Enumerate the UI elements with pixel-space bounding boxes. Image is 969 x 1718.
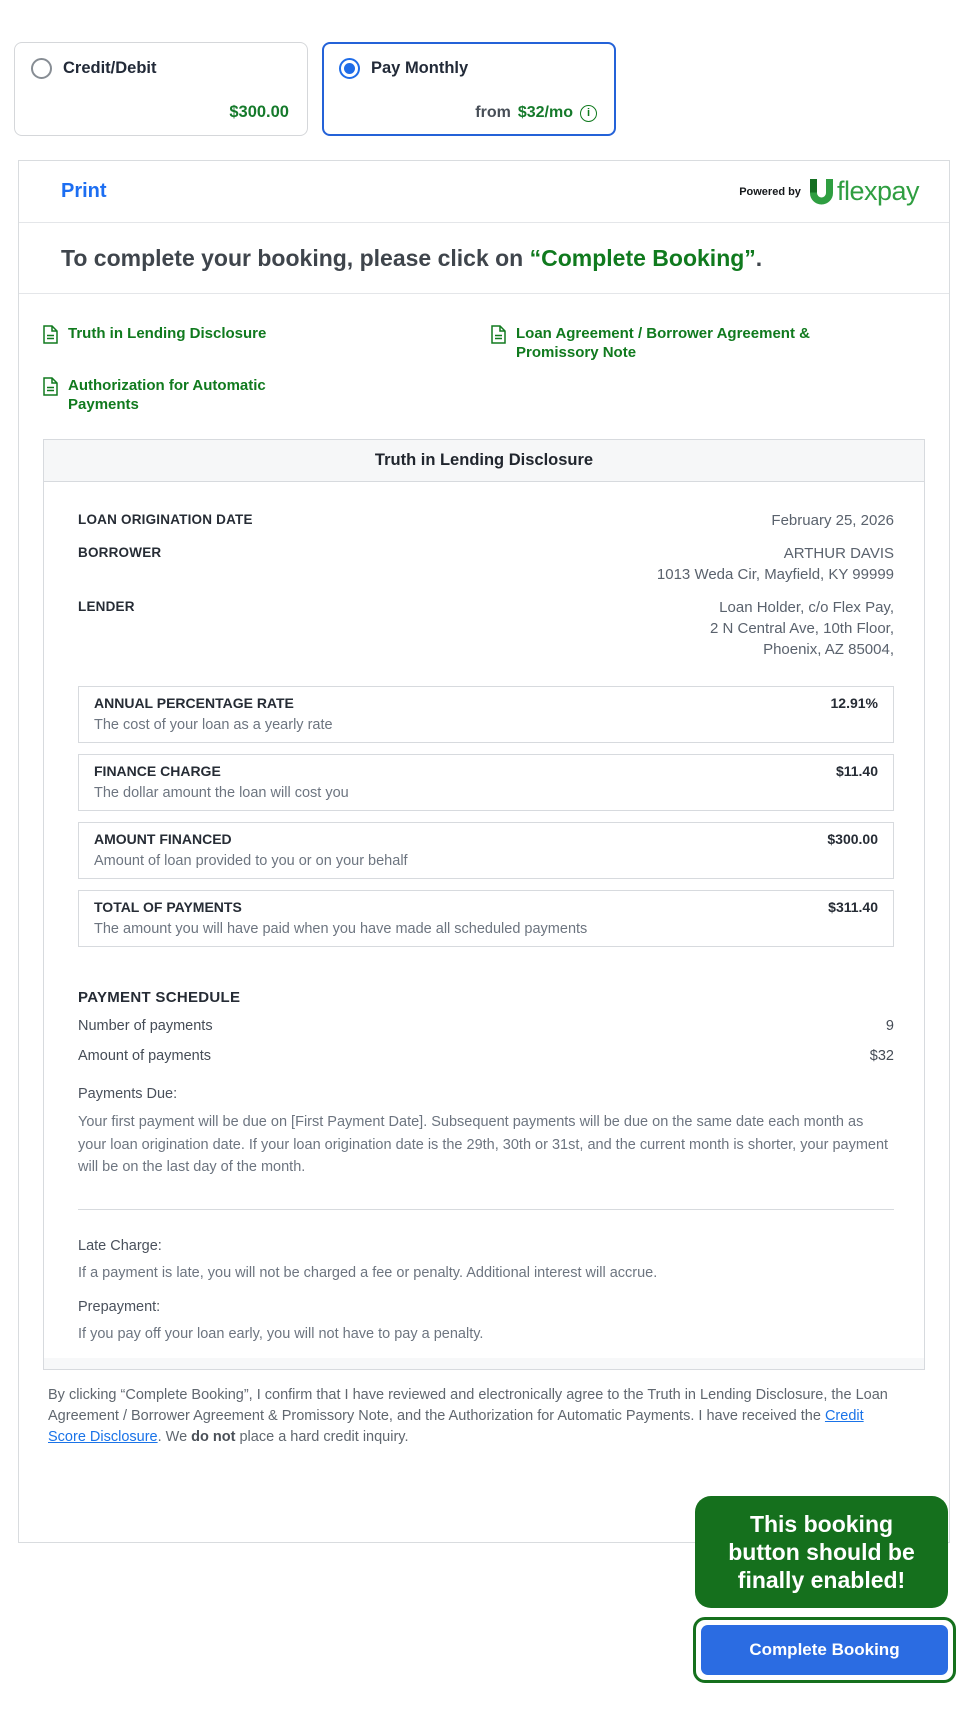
loan-origination-row xyxy=(78,510,894,531)
tooltip-line: finally enabled! xyxy=(737,1567,906,1593)
powered-by-label: Powered by xyxy=(739,185,801,198)
borrower-row xyxy=(78,543,894,585)
flexpay-wordmark: flexpay xyxy=(836,176,919,206)
credit-debit-price: $300.00 xyxy=(229,103,289,121)
amount-financed-description: Amount of loan provided to you or on your behalf xyxy=(94,853,408,869)
lender-row xyxy=(78,597,894,660)
apr-box xyxy=(78,686,894,743)
radio-unchecked-icon[interactable] xyxy=(31,58,52,79)
finance-charge-label: FINANCE CHARGE xyxy=(94,763,221,779)
payment-options-row xyxy=(14,42,616,136)
amount-financed-label: AMOUNT FINANCED xyxy=(94,831,232,847)
lender-value xyxy=(710,597,894,660)
lender-address-line1: 2 N Central Ave, 10th Floor, xyxy=(710,620,894,637)
consent-bold-text: do not xyxy=(191,1429,236,1445)
amount-of-payments-label: Amount of payments xyxy=(78,1048,211,1064)
booking-instruction xyxy=(19,223,949,294)
consent-text-part3: place a hard credit inquiry. xyxy=(235,1429,409,1445)
complete-booking-highlight: “Complete Booking” xyxy=(529,245,756,271)
disclosure-body xyxy=(44,482,924,1346)
lender-label: LENDER xyxy=(78,599,135,614)
lender-name: Loan Holder, c/o Flex Pay, xyxy=(719,599,894,616)
document-icon xyxy=(43,377,58,396)
amount-financed-value: $300.00 xyxy=(827,831,878,847)
number-of-payments-value: 9 xyxy=(885,1018,894,1034)
flexpay-logo xyxy=(810,176,919,207)
late-charge-label: Late Charge: xyxy=(78,1237,162,1254)
prepayment-label: Prepayment: xyxy=(78,1299,161,1315)
loan-origination-value: February 25, 2026 xyxy=(771,512,894,529)
document-icon xyxy=(491,325,506,344)
credit-debit-label: Credit/Debit xyxy=(63,59,157,77)
amount-of-payments-value: $32 xyxy=(869,1048,894,1064)
borrower-value xyxy=(657,543,894,585)
late-charge-text: If a payment is late, you will not be charged a fee or penalty. Additional interest will accrue. xyxy=(78,1264,658,1281)
doc-link-truth-in-lending[interactable] xyxy=(43,324,373,362)
flexpay-u-icon xyxy=(810,178,833,206)
document-icon xyxy=(43,325,58,344)
complete-booking-highlight-outline xyxy=(693,1617,956,1683)
tooltip-line: This booking xyxy=(749,1511,894,1537)
complete-booking-button[interactable]: Complete Booking xyxy=(701,1625,948,1675)
borrower-name: ARTHUR DAVIS xyxy=(783,545,894,562)
doc-link-label: Loan Agreement / Borrower Agreement & Promissory Note xyxy=(516,325,810,361)
apr-label: ANNUAL PERCENTAGE RATE xyxy=(94,695,294,711)
apr-description: The cost of your loan as a yearly rate xyxy=(94,717,333,733)
disclosure-panel[interactable] xyxy=(43,439,925,1370)
total-of-payments-box xyxy=(78,890,894,947)
payment-schedule-title: PAYMENT SCHEDULE xyxy=(78,989,241,1006)
panel-bottom-strip xyxy=(44,1358,924,1369)
consent-text-part1: By clicking “Complete Booking”, I confirm that I have reviewed and electronically agree to the Truth in Lending Disclosure, the Loan Agreement / Borrower Agreement & Promissory Note, and the Authorization for Automatic Payments. I have received the xyxy=(48,1387,888,1424)
checkout-panel xyxy=(18,160,950,1543)
lender-address-line2: Phoenix, AZ 85004, xyxy=(763,641,894,658)
consent-text-part2: . We xyxy=(157,1429,192,1445)
amount-of-payments-row xyxy=(78,1046,894,1066)
disclosure-title: Truth in Lending Disclosure xyxy=(44,440,924,482)
prepayment-text: If you pay off your loan early, you will not have to pay a penalty. xyxy=(78,1326,484,1342)
doc-link-loan-agreement[interactable] xyxy=(491,324,821,362)
total-of-payments-value: $311.40 xyxy=(828,899,878,915)
credit-debit-option-card[interactable] xyxy=(14,42,308,136)
section-divider xyxy=(78,1209,894,1210)
pay-monthly-label: Pay Monthly xyxy=(371,59,469,77)
info-icon[interactable]: i xyxy=(580,105,597,122)
finance-charge-value: $11.40 xyxy=(835,763,878,779)
pay-monthly-price: $32/mo xyxy=(517,104,573,121)
booking-tooltip xyxy=(695,1496,948,1608)
loan-origination-label: LOAN ORIGINATION DATE xyxy=(78,512,253,527)
total-of-payments-description: The amount you will have paid when you have made all scheduled payments xyxy=(94,921,588,937)
borrower-address: 1013 Weda Cir, Mayfield, KY 99999 xyxy=(656,566,894,583)
document-links xyxy=(19,294,949,414)
credit-score-disclosure-link[interactable]: Credit Score Disclosure xyxy=(48,1408,864,1445)
total-of-payments-label: TOTAL OF PAYMENTS xyxy=(94,899,242,915)
panel-toolbar xyxy=(19,161,949,223)
doc-link-label: Authorization for Automatic Payments xyxy=(68,377,266,413)
powered-by-flexpay xyxy=(739,176,919,207)
consent-text xyxy=(48,1385,903,1448)
apr-value: 12.91% xyxy=(830,695,878,711)
doc-link-authorization[interactable] xyxy=(43,376,373,414)
borrower-label: BORROWER xyxy=(78,545,162,560)
number-of-payments-row xyxy=(78,1016,894,1036)
finance-charge-box xyxy=(78,754,894,811)
tooltip-line: button should be xyxy=(728,1539,915,1565)
radio-checked-icon[interactable] xyxy=(339,58,360,79)
payments-due-label: Payments Due: xyxy=(78,1086,178,1102)
amount-financed-box xyxy=(78,822,894,879)
pay-monthly-option-card[interactable] xyxy=(322,42,616,136)
pay-monthly-from-text: from xyxy=(475,104,511,121)
booking-instruction-period: . xyxy=(755,245,763,271)
booking-instruction-text: To complete your booking, please click on xyxy=(61,245,530,271)
payments-due-text: Your first payment will be due on [First Payment Date]. Subsequent payments will be due on the same date each month as your loan origination date. If your loan origination date is the 29th, 30th or 31st, and the current month is shorter, your payment will be on the last day of the month. xyxy=(78,1114,889,1175)
finance-charge-description: The dollar amount the loan will cost you xyxy=(94,785,349,801)
doc-link-label: Truth in Lending Disclosure xyxy=(68,325,267,342)
print-button[interactable]: Print xyxy=(61,180,107,202)
number-of-payments-label: Number of payments xyxy=(78,1018,213,1034)
